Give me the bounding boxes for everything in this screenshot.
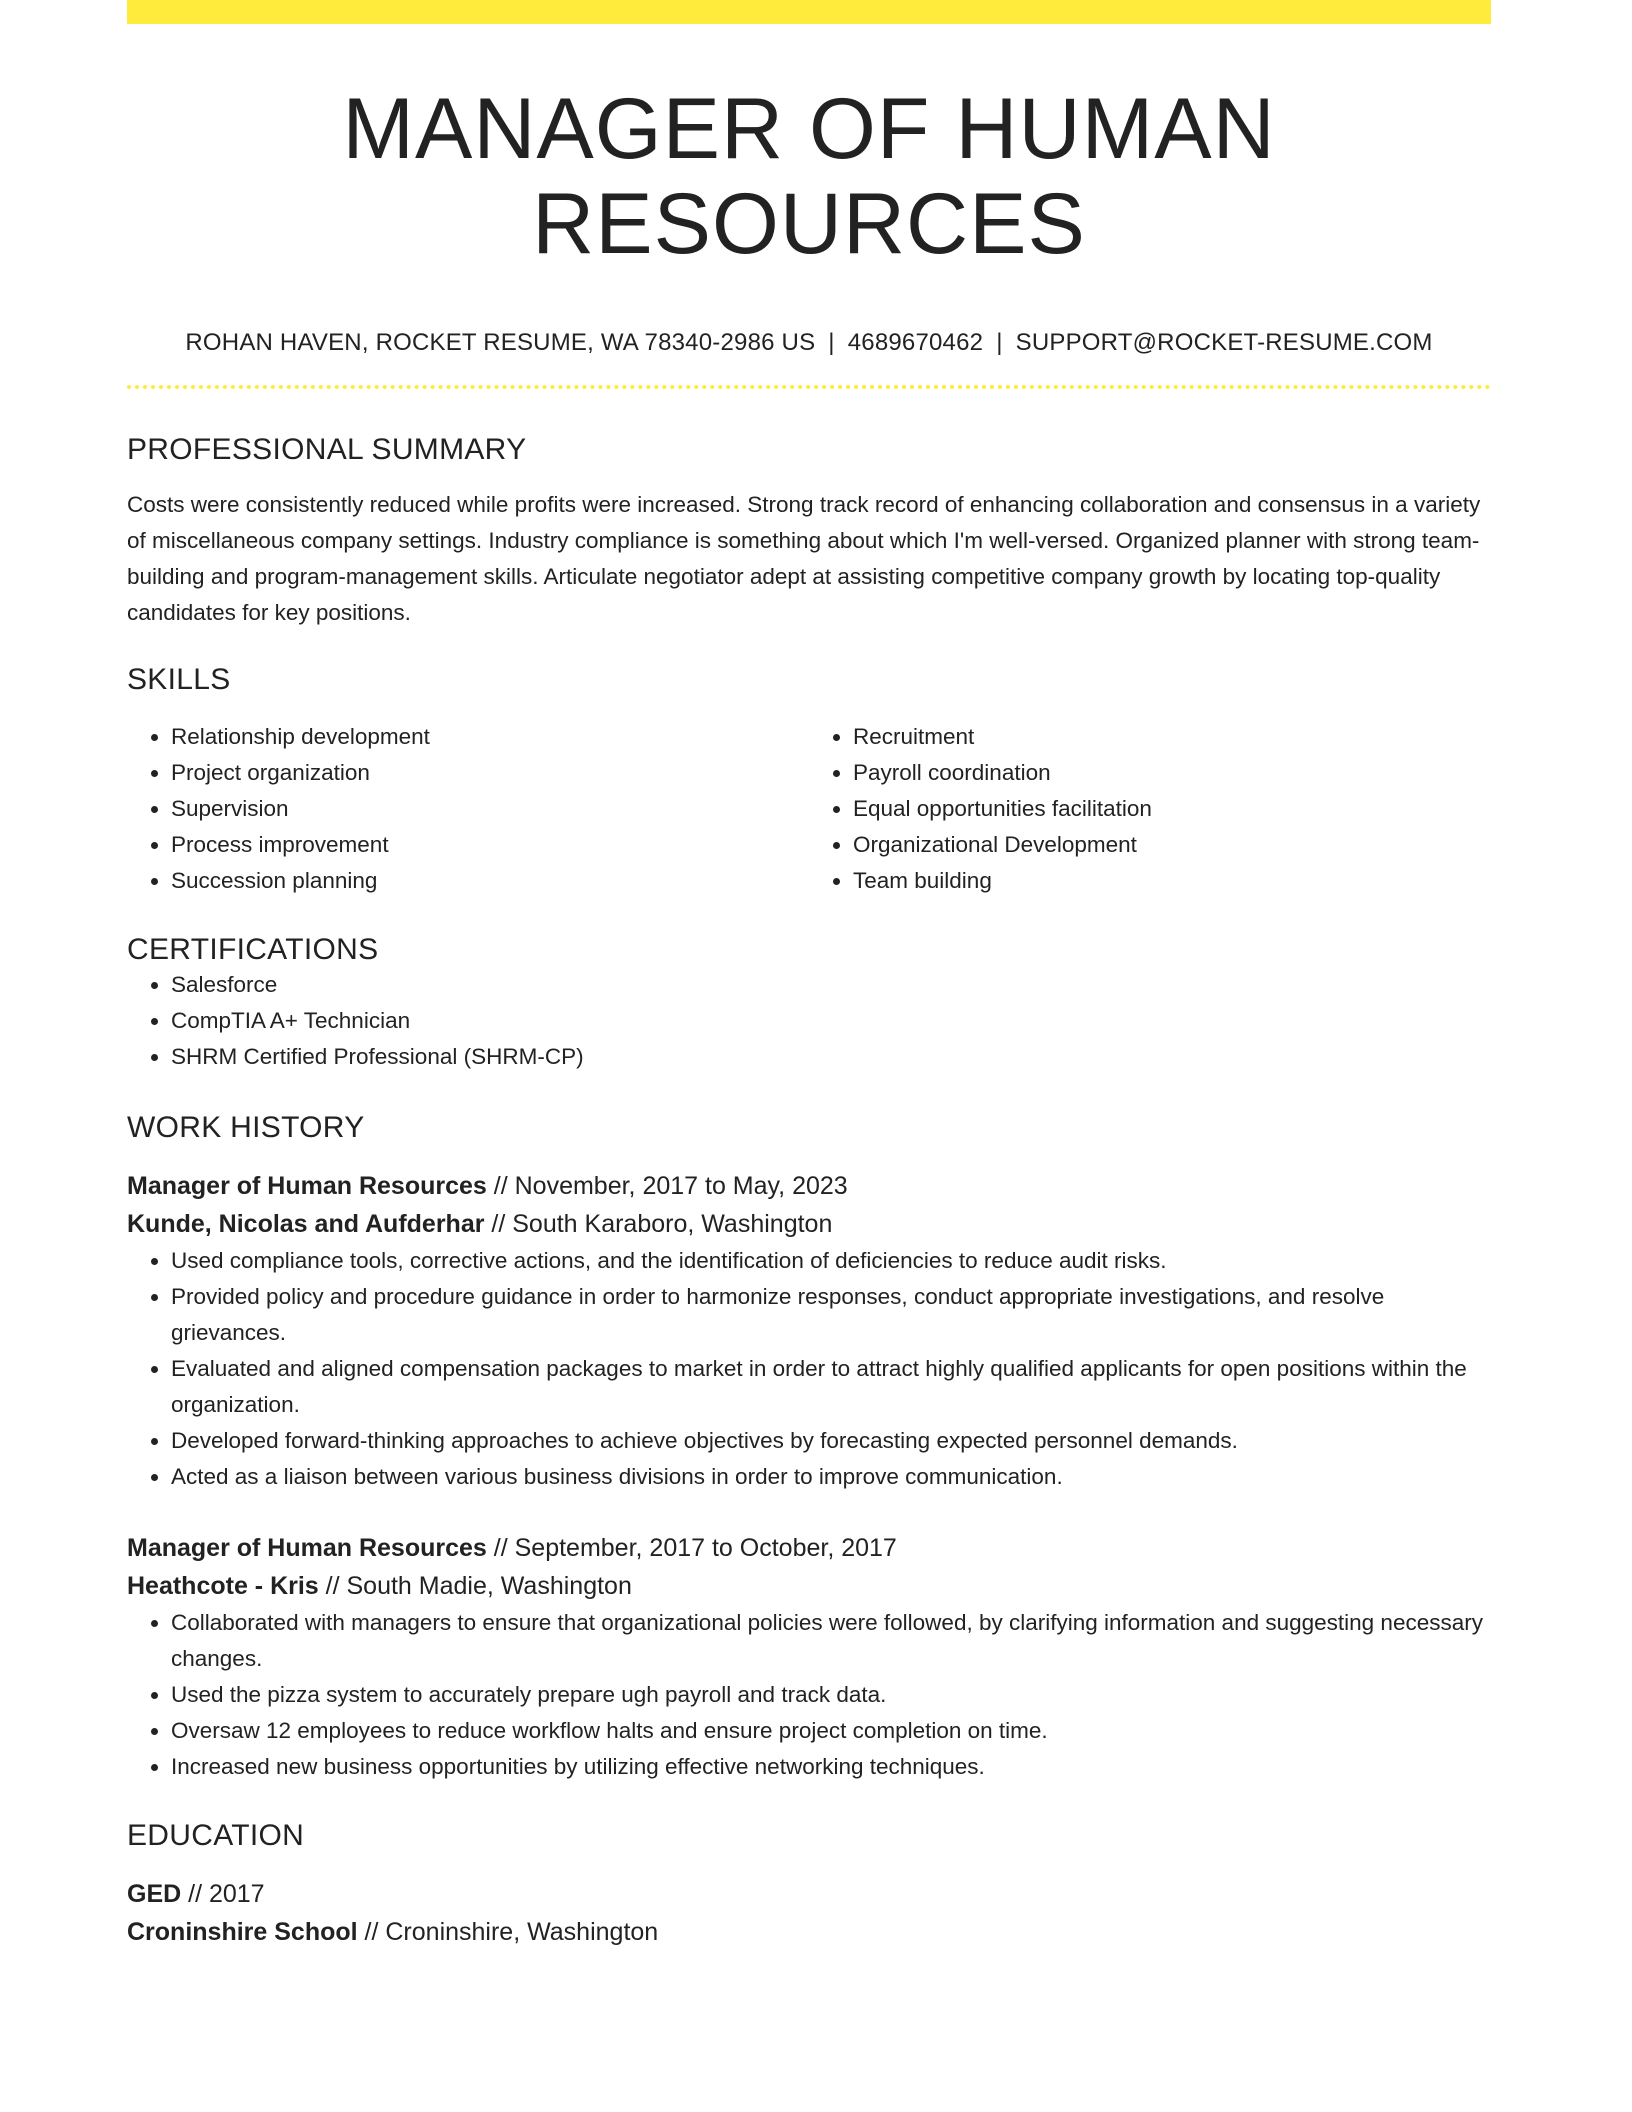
job-company: Heathcote - Kris <box>127 1572 319 1601</box>
education-location: // Croninshire, Washington <box>357 1918 659 1947</box>
dotted-divider <box>127 385 1491 389</box>
job-bullets <box>127 1605 1491 1785</box>
job-bullets <box>127 1243 1491 1495</box>
job-entry <box>127 1167 1491 1495</box>
certifications-list <box>127 967 1491 1075</box>
summary-text: Costs were consistently reduced while profits were increased. Strong track record of enhancing collaboration and consensus in a variety of miscellaneous company settings. Industry compliance is something about which I'm well-versed. Organized planner with strong team-building and program-management skills. Articulate negotiator adept at assisting competitive company growth by locating top-quality candidates for key positions. <box>127 492 1481 626</box>
contact-line <box>127 329 1491 357</box>
job-bullet: • Evaluated and aligned compensation packages to market in order to attract highly qualified applicants for open positions within the organization. <box>171 1351 1491 1423</box>
job-title: Manager of Human Resources <box>127 1534 487 1563</box>
job-title: Manager of Human Resources <box>127 1172 487 1201</box>
certification-item: • SHRM Certified Professional (SHRM-CP) <box>171 1039 1491 1075</box>
skill-item: • Process improvement <box>171 827 809 863</box>
education-heading: EDUCATION <box>127 1819 305 1853</box>
resume-page <box>127 0 1491 1951</box>
skill-item: • Organizational Development <box>853 827 1491 863</box>
education-entry <box>127 1875 1491 1951</box>
job-entry <box>127 1529 1491 1785</box>
education-degree: GED <box>127 1880 182 1909</box>
certifications-section <box>127 933 1491 1075</box>
education-school-line <box>127 1913 1491 1951</box>
job-company: Kunde, Nicolas and Aufderhar <box>127 1210 485 1239</box>
job-company-line <box>127 1205 1491 1243</box>
certifications-heading: CERTIFICATIONS <box>127 933 379 967</box>
job-dates: // November, 2017 to May, 2023 <box>486 1172 848 1201</box>
skill-item: • Recruitment <box>853 719 1491 755</box>
work-history-heading: WORK HISTORY <box>127 1111 365 1145</box>
job-location: // South Karaboro, Washington <box>484 1210 833 1239</box>
job-bullet: • Oversaw 12 employees to reduce workflow halts and ensure project completion on time. <box>171 1713 1491 1749</box>
job-bullet: • Used the pizza system to accurately prepare ugh payroll and track data. <box>171 1677 1491 1713</box>
accent-top-bar <box>127 0 1491 24</box>
contact-email: SUPPORT@ROCKET-RESUME.COM <box>1015 329 1433 357</box>
certification-item: • Salesforce <box>171 967 1491 1003</box>
skills-list-right <box>809 719 1491 899</box>
job-bullet: • Collaborated with managers to ensure that organizational policies were followed, by clarifying information and suggesting necessary changes. <box>171 1605 1491 1677</box>
summary-heading: PROFESSIONAL SUMMARY <box>127 433 527 467</box>
contact-separator: | <box>828 329 835 357</box>
job-bullet: • Provided policy and procedure guidance in order to harmonize responses, conduct appropriate investigations, and resolve grievances. <box>171 1279 1491 1351</box>
skill-item: • Team building <box>853 863 1491 899</box>
job-title-line <box>127 1167 1491 1205</box>
skills-columns <box>127 719 1491 899</box>
summary-section <box>127 433 1491 631</box>
education-school: Croninshire School <box>127 1918 358 1947</box>
contact-phone: 4689670462 <box>847 329 984 357</box>
job-title-line <box>127 1529 1491 1567</box>
job-bullet: • Developed forward-thinking approaches to achieve objectives by forecasting expected personnel demands. <box>171 1423 1491 1459</box>
skill-item: • Relationship development <box>171 719 809 755</box>
skill-item: • Succession planning <box>171 863 809 899</box>
job-company-line <box>127 1567 1491 1605</box>
work-history-section <box>127 1111 1491 1785</box>
job-dates: // September, 2017 to October, 2017 <box>486 1534 897 1563</box>
skill-item: • Supervision <box>171 791 809 827</box>
skill-item: • Equal opportunities facilitation <box>853 791 1491 827</box>
job-location: // South Madie, Washington <box>318 1572 632 1601</box>
contact-separator: | <box>996 329 1003 357</box>
job-bullet: • Acted as a liaison between various business divisions in order to improve communication. <box>171 1459 1491 1495</box>
skill-item: • Project organization <box>171 755 809 791</box>
skills-heading: SKILLS <box>127 663 231 697</box>
skills-section <box>127 663 1491 899</box>
contact-address: ROHAN HAVEN, ROCKET RESUME, WA 78340-2986 US <box>185 329 816 357</box>
skills-list-left <box>127 719 809 899</box>
education-year: // 2017 <box>181 1880 265 1909</box>
education-section <box>127 1819 1491 1951</box>
certification-item: • CompTIA A+ Technician <box>171 1003 1491 1039</box>
job-bullet: • Used compliance tools, corrective actions, and the identification of deficiencies to reduce audit risks. <box>171 1243 1491 1279</box>
education-degree-line <box>127 1875 1491 1913</box>
job-bullet: • Increased new business opportunities by utilizing effective networking techniques. <box>171 1749 1491 1785</box>
skill-item: • Payroll coordination <box>853 755 1491 791</box>
resume-title: MANAGER OF HUMAN RESOURCES <box>342 81 1276 272</box>
